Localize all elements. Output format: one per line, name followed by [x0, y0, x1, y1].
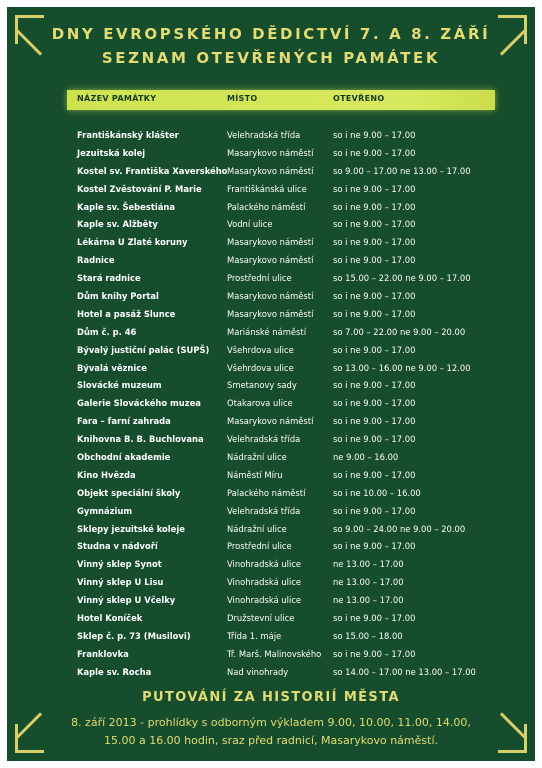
monument-place: Masarykovo náměstí — [227, 147, 314, 158]
monument-name: Vinný sklep U Včelky — [77, 595, 176, 606]
table-row — [77, 594, 517, 612]
monument-name: Sklepy jezuitské koleje — [77, 523, 185, 534]
poster — [7, 7, 535, 761]
monument-place: Prostřední ulice — [227, 273, 292, 284]
monument-name: Kostel sv. Františka Xaverského — [77, 165, 228, 176]
monument-name: Kino Hvězda — [77, 469, 136, 480]
opening-hours: so 15.00 – 18.00 — [333, 630, 403, 641]
opening-hours: ne 13.00 – 17.00 — [333, 595, 404, 606]
opening-hours: so 14.00 – 17.00 ne 13.00 – 17.00 — [333, 666, 476, 677]
footer-line-2: 15.00 a 16.00 hodin, sraz před radnicí, Masarykovo náměstí. — [103, 734, 439, 747]
opening-hours: so i ne 9.00 – 17.00 — [333, 291, 416, 302]
monument-name: Galerie Slováckého muzea — [77, 398, 201, 409]
monument-place: Náměstí Míru — [227, 469, 283, 480]
opening-hours: so i ne 9.00 – 17.00 — [333, 434, 416, 445]
opening-hours: so 9.00 – 24.00 ne 9.00 – 20.00 — [333, 523, 466, 534]
opening-hours: so i ne 9.00 – 17.00 — [333, 380, 416, 391]
monument-place: Nádražní ulice — [227, 452, 287, 463]
monument-place: Všehrdova ulice — [227, 344, 294, 355]
table-row — [77, 415, 517, 433]
monument-name: Studna v nádvoří — [77, 541, 158, 552]
monument-name: Objekt speciální školy — [77, 487, 181, 498]
table-row — [77, 487, 517, 505]
monument-name: Gymnázium — [77, 505, 133, 516]
monument-name: Lékárna U Zlaté koruny — [77, 237, 188, 248]
opening-hours: so i ne 9.00 – 17.00 — [333, 416, 416, 427]
table-row — [77, 666, 517, 684]
table-row — [77, 540, 517, 558]
poster-title: DNY EVROPSKÉHO DĚDICTVÍ 7. A 8. ZÁŘÍ — [51, 25, 491, 43]
monument-name: Stará radnice — [77, 273, 141, 284]
monument-place: Velehradská třída — [227, 130, 301, 140]
monument-place: Masarykovo náměstí — [227, 308, 314, 319]
footer-title: PUTOVÁNÍ ZA HISTORIÍ MĚSTA — [142, 690, 400, 705]
monument-name: Kaple sv. Rocha — [77, 666, 152, 677]
monument-place: Smetanovy sady — [227, 380, 297, 391]
monument-place: Františkánská ulice — [227, 183, 307, 194]
opening-hours: so 15.00 – 22.00 ne 9.00 – 17.00 — [333, 273, 471, 284]
opening-hours: so i ne 9.00 – 17.00 — [333, 613, 416, 624]
opening-hours: so 7.00 – 22.00 ne 9.00 – 20.00 — [333, 326, 466, 337]
monument-name: Kaple sv. Šebestiána — [77, 201, 175, 212]
monument-place: Prostřední ulice — [227, 541, 292, 552]
table-row — [77, 648, 517, 666]
opening-hours: so i ne 9.00 – 17.00 — [333, 237, 416, 248]
monument-name: Kaple sv. Alžběty — [77, 219, 158, 230]
monument-name: Hotel Koníček — [77, 613, 143, 624]
monument-name: Dům č. p. 46 — [77, 326, 137, 337]
table-row — [77, 362, 517, 380]
table-row — [77, 558, 517, 576]
opening-hours: so i ne 9.00 – 17.00 — [333, 201, 416, 212]
opening-hours: ne 13.00 – 17.00 — [333, 559, 404, 570]
table-row — [77, 523, 517, 541]
monument-place: Třída 1. máje — [227, 630, 282, 641]
monument-place: Vodní ulice — [227, 219, 273, 230]
monument-place: Masarykovo náměstí — [227, 416, 314, 427]
monument-place: Palackého náměstí — [227, 487, 306, 498]
monument-place: Družstevní ulice — [227, 613, 295, 624]
monument-name: Františkánský klášter — [77, 130, 179, 140]
table-row — [77, 254, 517, 272]
monument-name: Vinný sklep Synot — [77, 559, 162, 570]
table-row — [77, 165, 517, 183]
opening-hours: so i ne 9.00 – 17.00 — [333, 344, 416, 355]
poster-subtitle: SEZNAM OTEVŘENÝCH PAMÁTEK — [101, 49, 441, 67]
monument-place: Nádražní ulice — [227, 523, 287, 534]
monument-name: Vinný sklep U Lisu — [77, 577, 164, 588]
table-row — [77, 344, 517, 362]
monument-place: Všehrdova ulice — [227, 362, 294, 373]
opening-hours: so i ne 9.00 – 17.00 — [333, 219, 416, 230]
opening-hours: so i ne 9.00 – 17.00 — [333, 648, 416, 659]
table-row — [77, 630, 517, 648]
monument-name: Franklovka — [77, 648, 129, 659]
monument-name: Obchodní akademie — [77, 452, 171, 463]
table-row — [77, 433, 517, 451]
table-row — [77, 451, 517, 469]
opening-hours: ne 9.00 – 16.00 — [333, 452, 399, 463]
table-row — [77, 183, 517, 201]
monument-place: Vinohradská ulice — [227, 577, 302, 588]
monument-name: Kostel Zvěstování P. Marie — [77, 183, 202, 194]
table-row — [77, 576, 517, 594]
footer-line-1: 8. září 2013 - prohlídky s odborným výkladem 9.00, 10.00, 11.00, 14.00, — [71, 716, 471, 729]
opening-hours: so i ne 9.00 – 17.00 — [333, 255, 416, 266]
table-row — [77, 308, 517, 326]
monument-place: Mariánské náměstí — [227, 326, 307, 337]
opening-hours: so i ne 9.00 – 17.00 — [333, 183, 416, 194]
column-header-open: OTEVŘENO — [333, 94, 385, 103]
monument-place: Velehradská třída — [227, 434, 301, 445]
table-row — [77, 505, 517, 523]
opening-hours: ne 13.00 – 17.00 — [333, 577, 404, 588]
monument-name: Bývalá věznice — [77, 362, 147, 373]
opening-hours: so 13.00 – 16.00 ne 9.00 – 12.00 — [333, 362, 471, 373]
table-row — [77, 469, 517, 487]
table-row — [77, 397, 517, 415]
monument-name: Slovácké muzeum — [77, 380, 162, 391]
opening-hours: so i ne 9.00 – 17.00 — [333, 505, 416, 516]
monument-place: Nad vinohrady — [227, 666, 289, 677]
table-row — [77, 326, 517, 344]
table-row — [77, 201, 517, 219]
monument-name: Radnice — [77, 255, 115, 266]
table-row — [77, 612, 517, 630]
table-row — [77, 379, 517, 397]
monument-name: Sklep č. p. 73 (Musilovi) — [77, 630, 191, 641]
table-row — [77, 236, 517, 254]
table-row — [77, 290, 517, 308]
monument-place: Vinohradská ulice — [227, 559, 302, 570]
monument-name: Bývalý justiční palác (SUPŠ) — [77, 344, 210, 355]
monument-name: Knihovna B. B. Buchlovana — [77, 434, 204, 445]
opening-hours: so i ne 9.00 – 17.00 — [333, 147, 416, 158]
monument-name: Dům knihy Portal — [77, 291, 159, 302]
opening-hours: so i ne 9.00 – 17.00 — [333, 308, 416, 319]
monument-place: Masarykovo náměstí — [227, 291, 314, 302]
monument-table — [77, 129, 517, 684]
monument-place: Otakarova ulice — [227, 398, 293, 409]
monument-name: Jezuitská kolej — [77, 147, 146, 158]
opening-hours: so i ne 10.00 – 16.00 — [333, 487, 421, 498]
monument-place: Masarykovo náměstí — [227, 237, 314, 248]
monument-place: Velehradská třída — [227, 505, 301, 516]
table-row — [77, 129, 517, 147]
opening-hours: so i ne 9.00 – 17.00 — [333, 469, 416, 480]
monument-place: Masarykovo náměstí — [227, 255, 314, 266]
column-header-place: MÍSTO — [227, 94, 258, 103]
opening-hours: so i ne 9.00 – 17.00 — [333, 398, 416, 409]
column-header-name: NÁZEV PAMÁTKY — [77, 94, 157, 103]
monument-place: Palackého náměstí — [227, 201, 306, 212]
table-row — [77, 218, 517, 236]
opening-hours: so i ne 9.00 – 17.00 — [333, 130, 416, 140]
monument-place: Masarykovo náměstí — [227, 165, 314, 176]
table-header — [67, 90, 495, 110]
monument-name: Fara – farní zahrada — [77, 416, 171, 427]
monument-place: Vinohradská ulice — [227, 595, 302, 606]
monument-name: Hotel a pasáž Slunce — [77, 308, 176, 319]
opening-hours: so 9.00 – 17.00 ne 13.00 – 17.00 — [333, 165, 471, 176]
table-row — [77, 147, 517, 165]
table-row — [77, 272, 517, 290]
opening-hours: so i ne 9.00 – 17.00 — [333, 541, 416, 552]
monument-place: Tř. Marš. Malinovského — [227, 648, 322, 659]
